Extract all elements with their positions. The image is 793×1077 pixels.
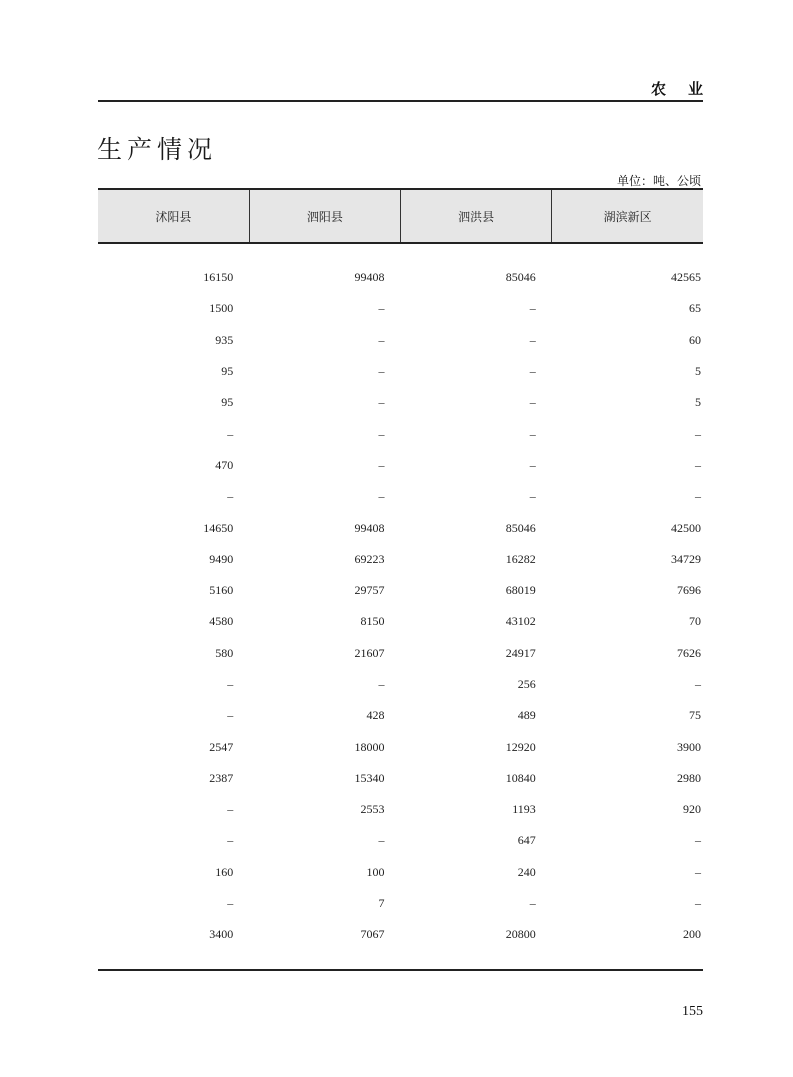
column-header: 湖滨新区 (552, 189, 703, 243)
table-cell: – (529, 332, 536, 347)
table-cell: 1193 (512, 802, 536, 817)
table-cell: 65 (689, 301, 701, 316)
table-cell: 16150 (203, 270, 234, 285)
table-row (98, 669, 703, 700)
table-cell: 5 (695, 364, 701, 379)
table-row (98, 763, 703, 794)
table-row (98, 825, 703, 856)
table-cell: 935 (215, 332, 234, 347)
table-cell: 5160 (209, 583, 234, 598)
table-cell: 2980 (677, 770, 701, 785)
table-row (98, 638, 703, 669)
table-cell: – (378, 395, 385, 410)
table-row (98, 888, 703, 919)
page-number: 155 (682, 1004, 703, 1019)
table-cell: – (695, 677, 701, 691)
table-cell: 42500 (671, 520, 701, 535)
table-cell: – (378, 426, 385, 441)
table-cell: 200 (683, 927, 701, 942)
table-cell: 16282 (505, 551, 536, 566)
table-row (98, 606, 703, 637)
table-row (98, 512, 703, 543)
table-row (98, 481, 703, 512)
table-cell: 43102 (505, 614, 536, 629)
table-cell: 7626 (677, 645, 701, 660)
data-table (98, 188, 703, 951)
table-cell: 3900 (677, 739, 701, 754)
table-cell: – (227, 833, 234, 848)
table-cell: – (529, 489, 536, 504)
table-cell: 12920 (505, 739, 536, 754)
running-header (98, 78, 725, 102)
table-cell: 1500 (209, 301, 234, 316)
table-cell: 18000 (354, 739, 385, 754)
table-cell: – (695, 457, 701, 472)
table-body (98, 243, 703, 951)
table-cell: 489 (517, 708, 536, 723)
table-row (98, 857, 703, 888)
table-cell: 95 (221, 364, 234, 379)
table-cell: – (378, 489, 385, 504)
table-cell: – (695, 489, 701, 504)
table-cell: 256 (517, 677, 536, 691)
table-cell: – (378, 833, 385, 848)
table-cell: 29757 (354, 583, 385, 598)
table-row (98, 356, 703, 387)
table-cell: – (378, 301, 385, 316)
table-cell: 470 (215, 457, 234, 472)
table-cell: – (378, 364, 385, 379)
table-cell: 240 (517, 864, 536, 879)
column-header: 泗洪县 (401, 189, 552, 243)
table-cell: 14650 (203, 520, 234, 535)
table-cell: 2547 (209, 739, 234, 754)
table-cell: – (529, 395, 536, 410)
table-cell: 2387 (209, 770, 234, 785)
table-cell: 100 (366, 864, 385, 879)
table-cell: 5 (695, 395, 701, 410)
table-cell: – (529, 301, 536, 316)
table-row (98, 794, 703, 825)
table-cell: – (227, 896, 234, 911)
section-label: 农业 (650, 80, 725, 98)
table-cell: 69223 (354, 551, 385, 566)
table-row (98, 450, 703, 481)
table-cell: – (695, 864, 701, 879)
table-row (98, 325, 703, 356)
bottom-rule (98, 969, 703, 971)
table-row (98, 700, 703, 731)
table-cell: – (227, 426, 234, 441)
column-header: 沭阳县 (98, 189, 249, 243)
table-cell: 20800 (505, 927, 536, 942)
table-cell: – (227, 708, 234, 723)
table-cell: – (378, 332, 385, 347)
table-row (98, 731, 703, 762)
table-row (98, 387, 703, 418)
table-spacer (98, 243, 703, 262)
table-cell: 42565 (671, 270, 701, 285)
table-cell: 4580 (209, 614, 234, 629)
table-cell: 7 (378, 896, 385, 911)
table-row (98, 293, 703, 324)
table-row (98, 919, 703, 950)
table-cell: – (227, 489, 234, 504)
table-cell: – (695, 896, 701, 911)
table-cell: 2553 (360, 802, 385, 817)
table-cell: 95 (221, 395, 234, 410)
table-cell: 10840 (505, 770, 536, 785)
table-cell: 15340 (354, 770, 385, 785)
table-row (98, 575, 703, 606)
column-header: 泗阳县 (249, 189, 400, 243)
table-row (98, 418, 703, 449)
table-cell: 75 (689, 708, 701, 723)
table-cell: – (529, 364, 536, 379)
table-row (98, 262, 703, 293)
table-cell: 7696 (677, 583, 701, 598)
table-cell: 70 (689, 614, 701, 629)
table-cell: 580 (215, 645, 234, 660)
table-cell: 8150 (360, 614, 385, 629)
table-row (98, 544, 703, 575)
page-title: 生产情况 (97, 135, 218, 164)
table-cell: 85046 (505, 270, 536, 285)
table-cell: – (227, 802, 234, 817)
table-cell: – (529, 426, 536, 441)
table-cell: – (227, 677, 234, 691)
table-cell: – (378, 677, 385, 691)
table-cell: 920 (683, 802, 701, 817)
table-cell: 60 (689, 332, 701, 347)
table-cell: 99408 (354, 520, 385, 535)
table-cell: 85046 (505, 520, 536, 535)
table-cell: 68019 (505, 583, 536, 598)
unit-label: 单位：吨、公顷 (616, 174, 701, 188)
table-cell: 21607 (354, 645, 385, 660)
table-cell: – (529, 896, 536, 911)
table-cell: – (695, 426, 701, 441)
table-cell: 160 (215, 864, 234, 879)
table-header-row (98, 189, 703, 243)
table-cell: 34729 (671, 551, 701, 566)
table-cell: – (695, 833, 701, 848)
data-table-container (98, 188, 703, 951)
table-cell: 7067 (360, 927, 385, 942)
table-cell: 647 (517, 833, 536, 848)
table-cell: 24917 (505, 645, 536, 660)
table-cell: – (529, 457, 536, 472)
table-cell: 428 (366, 708, 385, 723)
table-cell: 3400 (209, 927, 234, 942)
table-cell: – (378, 457, 385, 472)
table-cell: 99408 (354, 270, 385, 285)
table-cell: 9490 (209, 551, 234, 566)
